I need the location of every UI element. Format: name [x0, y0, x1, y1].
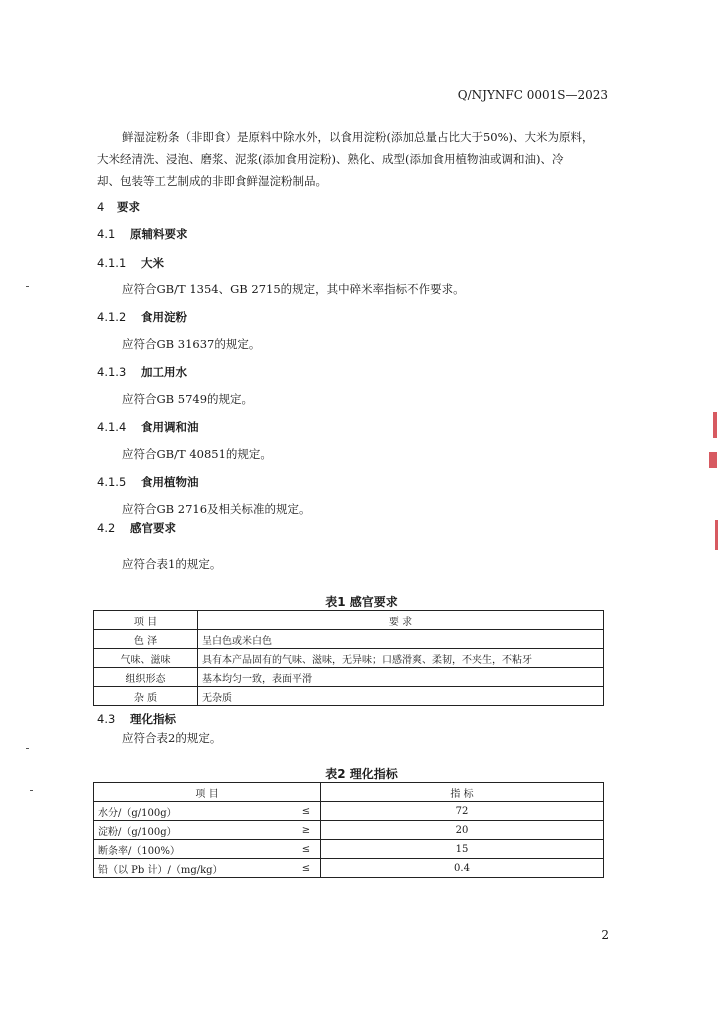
- page-number: 2: [601, 928, 609, 942]
- table-cell: 基本均匀一致，表面平滑: [198, 668, 604, 687]
- table-cell: 淀粉/（g/100g）: [94, 821, 293, 840]
- table-row: [94, 687, 604, 706]
- physicochemical-indicators-table: [93, 782, 604, 878]
- table-row: [94, 821, 604, 840]
- table-cell: ≤: [292, 859, 321, 878]
- table-cell: 杂 质: [94, 687, 198, 706]
- seal-edge-mark: [709, 452, 717, 468]
- seal-edge-mark: [713, 412, 717, 438]
- section-number: 4: [97, 200, 105, 214]
- table-cell: ≤: [292, 840, 321, 859]
- section-title: 原辅料要求: [130, 227, 188, 241]
- intro-paragraph-line: 大米经清洗、浸泡、磨浆、泥浆(添加食用淀粉)、熟化、成型(添加食用植物油或调和油)、冷: [97, 152, 564, 166]
- table-cell: 断条率/（100%）: [94, 840, 293, 859]
- table-row: [94, 802, 604, 821]
- table-header-cell: 要 求: [198, 611, 604, 630]
- section-title: 感官要求: [130, 521, 176, 535]
- scan-speck: [30, 790, 33, 791]
- table-cell: 无杂质: [198, 687, 604, 706]
- table-cell: 20: [321, 821, 604, 840]
- table-header-cell: 项 目: [94, 783, 321, 802]
- table-cell: ≥: [292, 821, 321, 840]
- section-heading-4-1-3: [97, 364, 187, 380]
- table-cell: 气味、滋味: [94, 649, 198, 668]
- section-title: 要求: [117, 200, 140, 214]
- section-number: 4.1.4: [97, 420, 127, 434]
- section-number: 4.1.2: [97, 310, 127, 324]
- table-cell: 水分/（g/100g）: [94, 802, 293, 821]
- table-row: [94, 668, 604, 687]
- table-cell: 15: [321, 840, 604, 859]
- table-row: [94, 859, 604, 878]
- section-title: 食用淀粉: [141, 310, 187, 324]
- sensory-requirements-table: [93, 610, 604, 706]
- table-cell: 呈白色或米白色: [198, 630, 604, 649]
- table-cell: 组织形态: [94, 668, 198, 687]
- table-header-row: [94, 611, 604, 630]
- table-header-row: [94, 783, 604, 802]
- section-number: 4.1.1: [97, 256, 127, 270]
- table-header-cell: 项 目: [94, 611, 198, 630]
- table-cell: 0.4: [321, 859, 604, 878]
- section-number: 4.1.3: [97, 365, 127, 379]
- requirement-text: 应符合GB/T 40851的规定。: [122, 447, 272, 461]
- section-title: 食用调和油: [141, 420, 199, 434]
- section-number: 4.1: [97, 227, 116, 241]
- requirement-text: 应符合GB 5749的规定。: [122, 392, 254, 406]
- requirement-text: 应符合GB/T 1354、GB 2715的规定，其中碎米率指标不作要求。: [122, 282, 465, 296]
- requirement-text: 应符合GB 2716及相关标准的规定。: [122, 502, 311, 516]
- section-heading-4-2: [97, 520, 176, 536]
- table-header-cell: 指 标: [321, 783, 604, 802]
- section-heading-4: [97, 199, 140, 215]
- table-cell: 具有本产品固有的气味、滋味，无异味；口感滑爽、柔韧，不夹生，不粘牙: [198, 649, 604, 668]
- table2-caption: 表2 理化指标: [325, 767, 398, 781]
- section-title: 加工用水: [141, 365, 187, 379]
- table-cell: ≤: [292, 802, 321, 821]
- scan-speck: [26, 286, 29, 287]
- requirement-text: 应符合GB 31637的规定。: [122, 337, 261, 351]
- section-heading-4-1-1: [97, 255, 164, 271]
- section-number: 4.1.5: [97, 475, 127, 489]
- table-cell: 色 泽: [94, 630, 198, 649]
- intro-paragraph-line: 鲜湿淀粉条（非即食）是原料中除水外，以食用淀粉(添加总量占比大于50%)、大米为原料，: [122, 130, 594, 144]
- table1-caption: 表1 感官要求: [325, 595, 398, 609]
- section-heading-4-1-4: [97, 419, 199, 435]
- section-number: 4.2: [97, 521, 116, 535]
- table-cell: 铅（以 Pb 计）/（mg/kg）: [94, 859, 293, 878]
- section-title: 理化指标: [130, 712, 176, 726]
- intro-paragraph-line: 却、包装等工艺制成的非即食鲜湿淀粉制品。: [97, 174, 327, 188]
- requirement-text: 应符合表1的规定。: [122, 557, 222, 571]
- scan-speck: [26, 748, 29, 749]
- table-row: [94, 840, 604, 859]
- table-cell: 72: [321, 802, 604, 821]
- section-heading-4-1-2: [97, 309, 187, 325]
- seal-edge-mark: [715, 520, 718, 550]
- table-row: [94, 630, 604, 649]
- section-heading-4-1: [97, 226, 188, 242]
- section-title: 食用植物油: [141, 475, 199, 489]
- section-number: 4.3: [97, 712, 116, 726]
- table-row: [94, 649, 604, 668]
- document-code: Q/NJYNFC 0001S—2023: [457, 88, 608, 102]
- requirement-text: 应符合表2的规定。: [122, 731, 222, 745]
- section-heading-4-3: [97, 711, 176, 727]
- section-title: 大米: [141, 256, 164, 270]
- section-heading-4-1-5: [97, 474, 199, 490]
